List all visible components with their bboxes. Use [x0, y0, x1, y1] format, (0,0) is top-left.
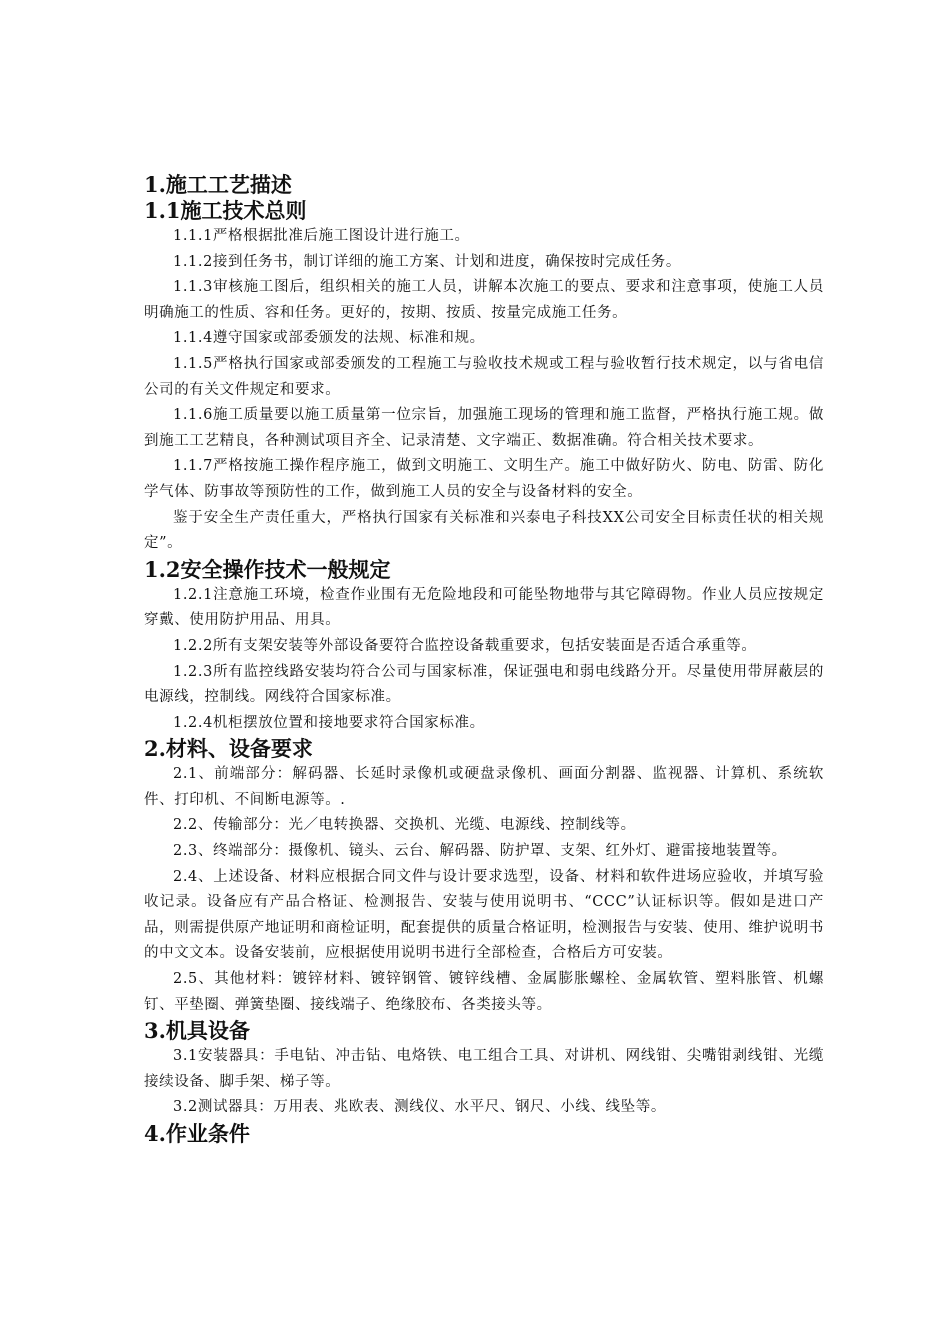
paragraph: 3.1安装器具：手电钻、冲击钻、电烙铁、电工组合工具、对讲机、网线钳、尖嘴钳剥线钳、光缆接续设备、脚手架、梯子等。 — [144, 1048, 824, 1090]
paragraph: 1.1.7严格按施工操作程序施工，做到文明施工、文明生产。施工中做好防火、防电、防雷、防化学气体、防事故等预防性的工作，做到施工人员的安全与设备材料的安全。 — [144, 458, 824, 500]
paragraph: 1.1.5严格执行国家或部委颁发的工程施工与验收技术规或工程与验收暂行技术规定，以与省电信公司的有关文件规定和要求。 — [144, 355, 824, 398]
paragraph: 3.2测试器具：万用表、兆欧表、测线仪、水平尺、钢尺、小线、线坠等。 — [173, 1099, 666, 1116]
section-heading-1-2: 1.2安全操作技术一般规定 — [144, 556, 391, 582]
paragraph: 2.5、其他材料：镀锌材料、镀锌钢管、镀锌线槽、金属膨胀螺栓、金属软管、塑料胀管、机螺钉、平垫圈、弹簧垫圈、接线端子、绝缘胶布、各类接头等。 — [144, 971, 824, 1013]
paragraph: 1.1.1严格根据批准后施工图设计进行施工。 — [173, 228, 470, 244]
paragraph: 1.2.3所有监控线路安装均符合公司与国家标准，保证强电和弱电线路分开。尽量使用带屏蔽层的电源线，控制线。网线符合国家标准。 — [144, 663, 824, 706]
section-heading-2: 2.材料、设备要求 — [144, 736, 313, 762]
paragraph: 2.1、前端部分：解码器、长延时录像机或硬盘录像机、画面分割器、监视器、计算机、系统软件、打印机、不间断电源等。. — [144, 766, 824, 808]
paragraph: 2.2、传输部分：光／电转换器、交换机、光缆、电源线、控制线等。 — [173, 817, 636, 834]
section-heading-1: 1.施工工艺描述 — [144, 172, 292, 197]
section-heading-1-1: 1.1施工技术总则 — [144, 198, 307, 223]
section-heading-4: 4.作业条件 — [144, 1121, 250, 1146]
paragraph: 1.1.6施工质量要以施工质量第一位宗旨，加强施工现场的管理和施工监督，严格执行施工规。做到施工工艺精良，各种测试项目齐全、记录清楚、文字端正、数据准确。符合相关技术要求。 — [144, 407, 824, 449]
paragraph: 1.2.2所有支架安装等外部设备要符合监控设备载重要求，包括安装面是否适合承重等。 — [173, 637, 757, 654]
document-page — [144, 172, 824, 1147]
paragraph: 2.3、终端部分：摄像机、镜头、云台、解码器、防护罩、支架、红外灯、避雷接地装置等。 — [173, 843, 787, 860]
paragraph: 1.2.1注意施工环境，检查作业围有无危险地段和可能坠物地带与其它障碍物。作业人员应按规定穿戴、使用防护用品、用具。 — [144, 586, 824, 629]
section-heading-3: 3.机具设备 — [144, 1018, 250, 1044]
paragraph: 1.2.4机柜摆放位置和接地要求符合国家标准。 — [173, 714, 485, 731]
paragraph: 1.1.4遵守国家或部委颁发的法规、标准和规。 — [173, 330, 485, 347]
paragraph: 1.1.3审核施工图后，组织相关的施工人员，讲解本次施工的要点、要求和注意事项，使施工人员明确施工的性质、容和任务。更好的，按期、按质、按量完成施工任务。 — [144, 279, 824, 321]
paragraph: 2.4、上述设备、材料应根据合同文件与设计要求选型，设备、材料和软件进场应验收，并填写验收记录。设备应有产品合格证、检测报告、安装与使用说明书、“CCC”认证标识等。假如是进口产品，则需提供原产地证明和商检证明，配套提供的质量合格证明，检测报告与安装、使用、维护说明书的中文文本。设备安装前，应根据使用说明书进行全部检查，合格后方可安装。 — [144, 868, 824, 962]
paragraph: 鉴于安全生产责任重大，严格执行国家有关标准和兴泰电子科技XX公司安全目标责任状的相关规定”。 — [144, 509, 824, 552]
paragraph: 1.1.2接到任务书，制订详细的施工方案、计划和进度，确保按时完成任务。 — [173, 253, 681, 270]
